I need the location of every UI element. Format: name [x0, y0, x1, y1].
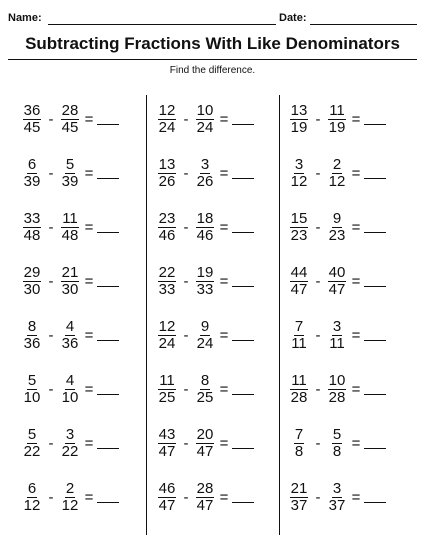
problem-item — [287, 369, 386, 409]
first-fraction — [20, 481, 44, 514]
numerator: 5 — [27, 425, 37, 443]
denominator: 45 — [61, 118, 79, 136]
numerator: 21 — [290, 479, 308, 497]
numerator: 36 — [23, 101, 41, 119]
numerator: 9 — [332, 209, 342, 227]
first-fraction — [287, 373, 311, 406]
denominator: 26 — [158, 172, 176, 190]
first-fraction — [20, 265, 44, 298]
minus-sign: - — [183, 272, 189, 290]
equals-sign: = — [351, 164, 361, 182]
problem-item — [287, 153, 386, 193]
denominator: 22 — [23, 442, 41, 460]
first-fraction — [155, 427, 179, 460]
answer-blank[interactable] — [97, 340, 119, 341]
answer-blank[interactable] — [364, 178, 386, 179]
answer-blank[interactable] — [97, 232, 119, 233]
problem-item — [155, 369, 254, 409]
equals-sign: = — [84, 110, 94, 128]
numerator: 2 — [332, 155, 342, 173]
minus-sign: - — [48, 380, 54, 398]
answer-blank[interactable] — [364, 286, 386, 287]
denominator: 24 — [158, 334, 176, 352]
denominator: 48 — [61, 226, 79, 244]
denominator: 46 — [196, 226, 214, 244]
denominator: 10 — [23, 388, 41, 406]
equals-sign: = — [351, 218, 361, 236]
denominator: 37 — [328, 496, 346, 514]
answer-blank[interactable] — [232, 340, 254, 341]
numerator: 4 — [65, 317, 75, 335]
answer-blank[interactable] — [232, 232, 254, 233]
denominator: 8 — [332, 442, 342, 460]
minus-sign: - — [315, 380, 321, 398]
first-fraction — [20, 211, 44, 244]
denominator: 12 — [328, 172, 346, 190]
numerator: 29 — [23, 263, 41, 281]
equals-sign: = — [219, 434, 229, 452]
answer-blank[interactable] — [232, 178, 254, 179]
problem-item — [155, 207, 254, 247]
equals-sign: = — [351, 380, 361, 398]
minus-sign: - — [48, 218, 54, 236]
minus-sign: - — [183, 326, 189, 344]
second-fraction — [325, 319, 349, 352]
answer-blank[interactable] — [232, 394, 254, 395]
minus-sign: - — [48, 488, 54, 506]
date-field[interactable] — [310, 24, 417, 25]
second-fraction — [193, 427, 217, 460]
numerator: 33 — [23, 209, 41, 227]
minus-sign: - — [48, 110, 54, 128]
denominator: 47 — [158, 496, 176, 514]
denominator: 30 — [23, 280, 41, 298]
equals-sign: = — [219, 326, 229, 344]
denominator: 36 — [23, 334, 41, 352]
numerator: 13 — [158, 155, 176, 173]
answer-blank[interactable] — [364, 448, 386, 449]
problem-item — [155, 261, 254, 301]
minus-sign: - — [315, 272, 321, 290]
answer-blank[interactable] — [97, 178, 119, 179]
first-fraction — [287, 481, 311, 514]
equals-sign: = — [84, 380, 94, 398]
numerator: 40 — [328, 263, 346, 281]
problem-item — [287, 423, 386, 463]
name-label: Name: — [8, 12, 42, 24]
numerator: 23 — [158, 209, 176, 227]
numerator: 3 — [65, 425, 75, 443]
problem-item — [20, 477, 119, 517]
denominator: 39 — [23, 172, 41, 190]
problem-item — [20, 261, 119, 301]
denominator: 24 — [196, 334, 214, 352]
problem-item — [20, 369, 119, 409]
denominator: 24 — [196, 118, 214, 136]
numerator: 6 — [27, 479, 37, 497]
equals-sign: = — [351, 272, 361, 290]
equals-sign: = — [219, 164, 229, 182]
numerator: 44 — [290, 263, 308, 281]
minus-sign: - — [315, 164, 321, 182]
problem-item — [20, 423, 119, 463]
page-title: Subtracting Fractions With Like Denominators — [25, 34, 400, 53]
denominator: 47 — [158, 442, 176, 460]
first-fraction — [20, 373, 44, 406]
numerator: 3 — [294, 155, 304, 173]
denominator: 10 — [61, 388, 79, 406]
first-fraction — [20, 103, 44, 136]
answer-blank[interactable] — [232, 124, 254, 125]
second-fraction — [325, 265, 349, 298]
denominator: 12 — [61, 496, 79, 514]
denominator: 47 — [290, 280, 308, 298]
numerator: 2 — [65, 479, 75, 497]
equals-sign: = — [219, 218, 229, 236]
second-fraction — [58, 373, 82, 406]
denominator: 19 — [328, 118, 346, 136]
first-fraction — [20, 427, 44, 460]
problem-item — [20, 99, 119, 139]
numerator: 11 — [291, 371, 307, 389]
second-fraction — [325, 481, 349, 514]
numerator: 5 — [65, 155, 75, 173]
title-divider — [8, 59, 417, 60]
second-fraction — [193, 319, 217, 352]
problem-item — [20, 207, 119, 247]
second-fraction — [58, 481, 82, 514]
equals-sign: = — [219, 110, 229, 128]
first-fraction — [20, 157, 44, 190]
second-fraction — [58, 319, 82, 352]
second-fraction — [325, 211, 349, 244]
denominator: 36 — [61, 334, 79, 352]
equals-sign: = — [351, 110, 361, 128]
minus-sign: - — [48, 272, 54, 290]
equals-sign: = — [84, 218, 94, 236]
first-fraction — [155, 157, 179, 190]
denominator: 37 — [290, 496, 308, 514]
second-fraction — [325, 157, 349, 190]
denominator: 47 — [328, 280, 346, 298]
denominator: 47 — [196, 442, 214, 460]
equals-sign: = — [219, 488, 229, 506]
denominator: 28 — [328, 388, 346, 406]
minus-sign: - — [183, 434, 189, 452]
minus-sign: - — [315, 110, 321, 128]
numerator: 3 — [332, 479, 342, 497]
denominator: 48 — [23, 226, 41, 244]
minus-sign: - — [48, 326, 54, 344]
numerator: 18 — [196, 209, 214, 227]
second-fraction — [193, 265, 217, 298]
answer-blank[interactable] — [97, 124, 119, 125]
denominator: 47 — [196, 496, 214, 514]
numerator: 8 — [200, 371, 210, 389]
numerator: 4 — [65, 371, 75, 389]
numerator: 3 — [332, 317, 342, 335]
answer-blank[interactable] — [232, 448, 254, 449]
problem-item — [155, 423, 254, 463]
problem-item — [287, 99, 386, 139]
answer-blank[interactable] — [364, 340, 386, 341]
answer-blank[interactable] — [97, 448, 119, 449]
equals-sign: = — [84, 164, 94, 182]
numerator: 5 — [332, 425, 342, 443]
column-divider — [279, 95, 280, 535]
numerator: 10 — [328, 371, 346, 389]
equals-sign: = — [84, 488, 94, 506]
problem-item — [155, 99, 254, 139]
numerator: 46 — [158, 479, 176, 497]
minus-sign: - — [183, 380, 189, 398]
second-fraction — [325, 427, 349, 460]
denominator: 25 — [158, 388, 176, 406]
denominator: 11 — [329, 334, 345, 352]
numerator: 7 — [294, 425, 304, 443]
name-field[interactable] — [48, 24, 276, 25]
first-fraction — [287, 103, 311, 136]
first-fraction — [20, 319, 44, 352]
answer-blank[interactable] — [364, 502, 386, 503]
minus-sign: - — [48, 434, 54, 452]
numerator: 8 — [27, 317, 37, 335]
denominator: 22 — [61, 442, 79, 460]
second-fraction — [193, 373, 217, 406]
instructions: Find the difference. — [169, 65, 256, 76]
second-fraction — [58, 427, 82, 460]
equals-sign: = — [351, 488, 361, 506]
numerator: 9 — [200, 317, 210, 335]
equals-sign: = — [84, 326, 94, 344]
answer-blank[interactable] — [232, 502, 254, 503]
problem-item — [287, 261, 386, 301]
first-fraction — [155, 103, 179, 136]
numerator: 3 — [200, 155, 210, 173]
first-fraction — [155, 481, 179, 514]
first-fraction — [155, 211, 179, 244]
numerator: 28 — [196, 479, 214, 497]
denominator: 12 — [23, 496, 41, 514]
numerator: 20 — [196, 425, 214, 443]
denominator: 39 — [61, 172, 79, 190]
equals-sign: = — [219, 380, 229, 398]
first-fraction — [155, 373, 179, 406]
numerator: 11 — [62, 209, 78, 227]
numerator: 11 — [329, 101, 345, 119]
answer-blank[interactable] — [97, 394, 119, 395]
problem-item — [287, 315, 386, 355]
numerator: 10 — [196, 101, 214, 119]
denominator: 11 — [291, 334, 307, 352]
answer-blank[interactable] — [364, 232, 386, 233]
problem-item — [155, 153, 254, 193]
numerator: 12 — [158, 317, 176, 335]
numerator: 7 — [294, 317, 304, 335]
minus-sign: - — [315, 218, 321, 236]
first-fraction — [287, 265, 311, 298]
numerator: 11 — [159, 371, 175, 389]
numerator: 5 — [27, 371, 37, 389]
equals-sign: = — [219, 272, 229, 290]
denominator: 46 — [158, 226, 176, 244]
worksheet-header — [8, 12, 417, 28]
first-fraction — [287, 211, 311, 244]
minus-sign: - — [183, 164, 189, 182]
denominator: 19 — [290, 118, 308, 136]
denominator: 33 — [196, 280, 214, 298]
denominator: 45 — [23, 118, 41, 136]
second-fraction — [58, 103, 82, 136]
answer-blank[interactable] — [97, 286, 119, 287]
denominator: 25 — [196, 388, 214, 406]
problem-item — [20, 315, 119, 355]
answer-blank[interactable] — [364, 394, 386, 395]
answer-blank[interactable] — [232, 286, 254, 287]
problem-item — [287, 477, 386, 517]
minus-sign: - — [183, 488, 189, 506]
numerator: 15 — [290, 209, 308, 227]
equals-sign: = — [84, 272, 94, 290]
second-fraction — [193, 481, 217, 514]
minus-sign: - — [183, 218, 189, 236]
denominator: 24 — [158, 118, 176, 136]
equals-sign: = — [84, 434, 94, 452]
numerator: 19 — [196, 263, 214, 281]
numerator: 12 — [158, 101, 176, 119]
numerator: 28 — [61, 101, 79, 119]
second-fraction — [193, 103, 217, 136]
problem-item — [155, 477, 254, 517]
problem-item — [20, 153, 119, 193]
denominator: 33 — [158, 280, 176, 298]
denominator: 26 — [196, 172, 214, 190]
second-fraction — [193, 211, 217, 244]
minus-sign: - — [48, 164, 54, 182]
second-fraction — [58, 211, 82, 244]
problem-item — [155, 315, 254, 355]
first-fraction — [287, 319, 311, 352]
second-fraction — [193, 157, 217, 190]
second-fraction — [325, 373, 349, 406]
numerator: 22 — [158, 263, 176, 281]
equals-sign: = — [351, 326, 361, 344]
second-fraction — [58, 157, 82, 190]
equals-sign: = — [351, 434, 361, 452]
first-fraction — [287, 427, 311, 460]
first-fraction — [155, 265, 179, 298]
second-fraction — [325, 103, 349, 136]
column-divider — [146, 95, 147, 535]
minus-sign: - — [315, 488, 321, 506]
second-fraction — [58, 265, 82, 298]
minus-sign: - — [315, 326, 321, 344]
denominator: 8 — [294, 442, 304, 460]
numerator: 13 — [290, 101, 308, 119]
problem-item — [287, 207, 386, 247]
denominator: 28 — [290, 388, 308, 406]
denominator: 30 — [61, 280, 79, 298]
denominator: 23 — [328, 226, 346, 244]
answer-blank[interactable] — [97, 502, 119, 503]
denominator: 12 — [290, 172, 308, 190]
numerator: 6 — [27, 155, 37, 173]
numerator: 43 — [158, 425, 176, 443]
first-fraction — [155, 319, 179, 352]
minus-sign: - — [315, 434, 321, 452]
minus-sign: - — [183, 110, 189, 128]
first-fraction — [287, 157, 311, 190]
numerator: 21 — [61, 263, 79, 281]
denominator: 23 — [290, 226, 308, 244]
answer-blank[interactable] — [364, 124, 386, 125]
date-label: Date: — [279, 12, 307, 24]
